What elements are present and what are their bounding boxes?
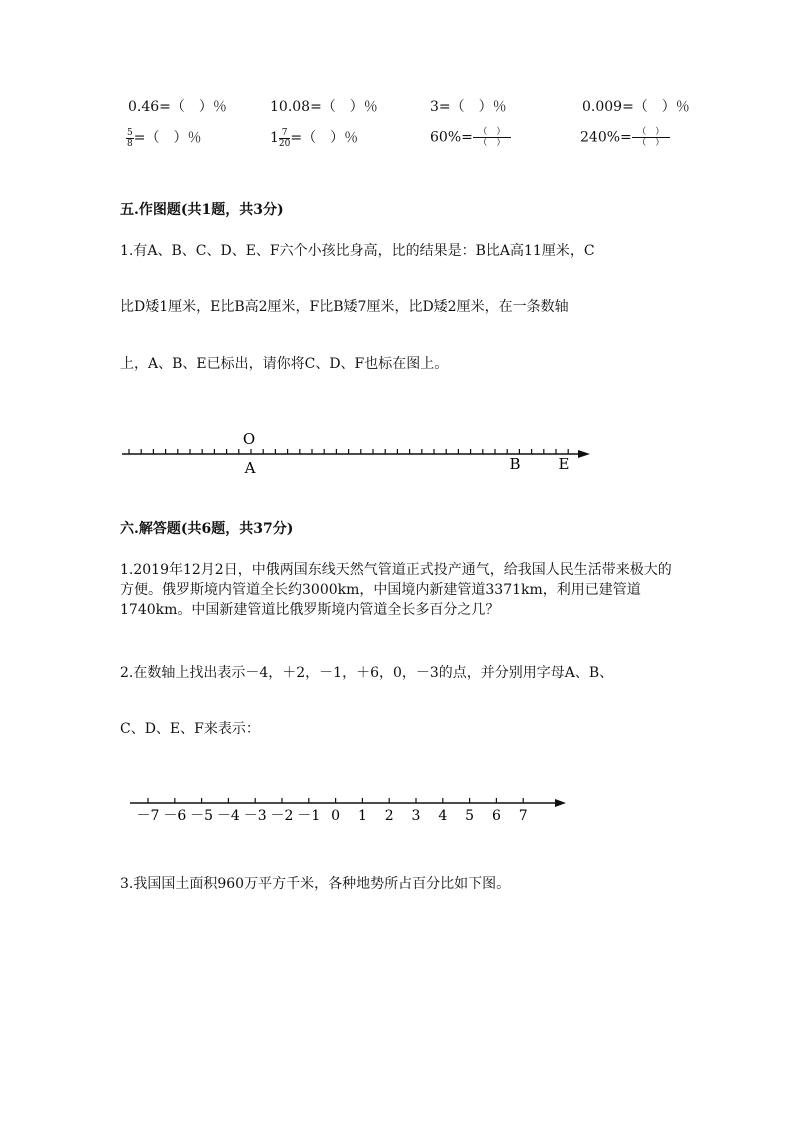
section-6-title: 六.解答题(共6题，共37分) bbox=[120, 521, 294, 537]
s5-q1-line3: 上，A、B、E已标出，请你将C、D、F也标在图上。 bbox=[120, 356, 449, 372]
s6-q2-line1: 2.在数轴上找出表示－4，＋2，－1，＋6，0，－3的点，并分别用字母A、B、 bbox=[120, 665, 614, 681]
point-e-label: E bbox=[558, 455, 570, 473]
conversion-5: $\frac{5}{8}$ =（ ）％ bbox=[127, 127, 202, 149]
tick-label: －6 bbox=[163, 808, 187, 824]
tick-label: 6 bbox=[491, 808, 501, 824]
fraction: $\frac{5}{8}$ bbox=[127, 127, 133, 149]
s6-q1: 1.2019年12月2日，中俄两国东线天然气管道正式投产通气，给我国人民生活带来极大的方便。俄罗斯境内管道全长约3000km，中国境内新建管道3371km，利用已建管道1740km。中国新建管道比俄罗斯境内管道全长多百分之几？ bbox=[120, 562, 672, 618]
axis-arrow bbox=[555, 799, 566, 807]
tick-label: 1 bbox=[357, 808, 367, 824]
tick-label: 2 bbox=[384, 808, 394, 824]
axis-arrow bbox=[578, 450, 590, 458]
point-a-label: A bbox=[244, 459, 256, 477]
conversion-1: 0.46=（ ）％ bbox=[128, 99, 227, 115]
tick-label: 0 bbox=[331, 808, 341, 824]
s5-q1-line1: 1.有A、B、C、D、E、F六个小孩比身高，比的结果是：B比A高11厘米，C bbox=[120, 243, 595, 259]
tick-label: 5 bbox=[465, 808, 475, 824]
conversion-8: 240%= $\frac{( )}{( )}$ bbox=[580, 127, 670, 148]
tick-label: －5 bbox=[190, 808, 214, 824]
fraction: $\frac{7}{20}$ bbox=[278, 127, 291, 149]
conversion-3: 3=（ ）％ bbox=[430, 99, 507, 115]
tick-label: 4 bbox=[438, 808, 448, 824]
section-5-title: 五.作图题(共1题，共3分) bbox=[120, 202, 284, 218]
tick-label: －7 bbox=[136, 808, 160, 824]
tick-label: 7 bbox=[518, 808, 528, 824]
tick-label: 3 bbox=[411, 808, 421, 824]
tick-label: －2 bbox=[270, 808, 294, 824]
conversion-7: 60%= $\frac{( )}{( )}$ bbox=[430, 127, 511, 148]
conversion-2: 10.08=（ ）％ bbox=[270, 99, 378, 115]
s6-q3: 3.我国国土面积960万平方千米，各种地势所占百分比如下图。 bbox=[120, 876, 511, 892]
tick-label: －3 bbox=[243, 808, 267, 824]
answer-fraction: $\frac{( )}{( )}$ bbox=[632, 127, 670, 148]
origin-label: O bbox=[242, 430, 256, 448]
point-b-label: B bbox=[509, 455, 521, 473]
s5-q1-line2: 比D矮1厘米，E比B高2厘米，F比B矮7厘米，比D矮2厘米，在一条数轴 bbox=[120, 299, 569, 315]
tick-labels bbox=[137, 808, 528, 824]
s6-q2-line2: C、D、E、F来表示： bbox=[120, 721, 260, 737]
number-line-1 bbox=[0, 425, 794, 485]
tick-label: －4 bbox=[216, 808, 240, 824]
answer-fraction: $\frac{( )}{( )}$ bbox=[473, 127, 511, 148]
number-line-2 bbox=[0, 790, 794, 830]
conversion-4: 0.009=（ ）％ bbox=[582, 99, 690, 115]
tick-label: －1 bbox=[297, 808, 321, 824]
conversion-6: 1 $\frac{7}{20}$ =（ ）％ bbox=[270, 127, 359, 149]
